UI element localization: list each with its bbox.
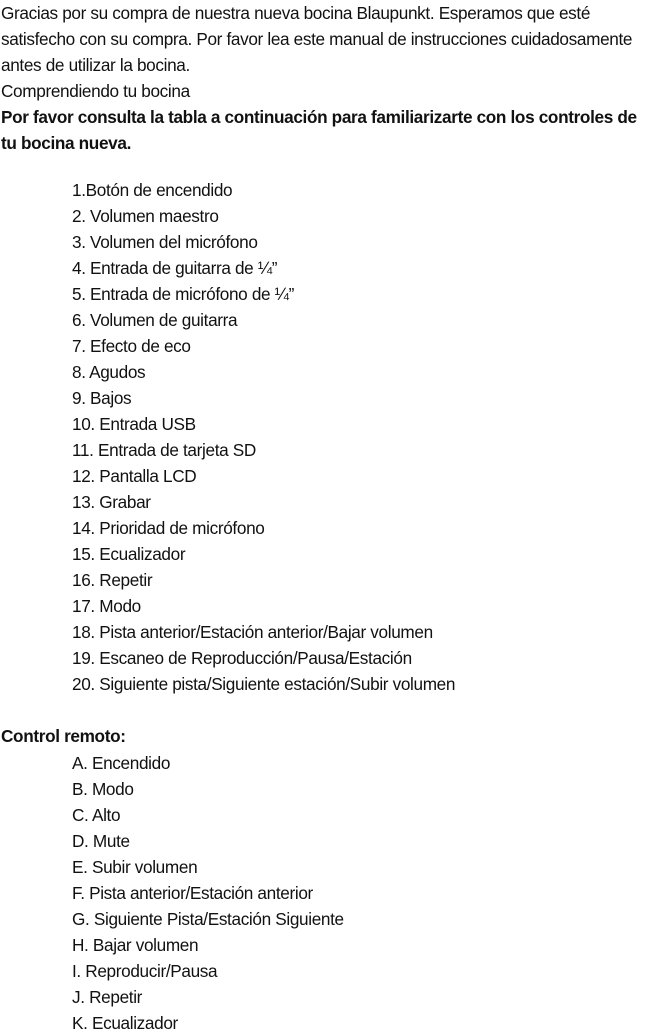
list-item: F. Pista anterior/Estación anterior [72,883,313,903]
remote-controls-list [72,750,344,1036]
list-item: 13. Grabar [72,492,151,512]
intro-paragraph: Gracias por su compra de nuestra nueva bocina Blaupunkt. Esperamos que esté satisfecho con su compra. Por favor lea este manual de instrucciones cuidadosamente antes de utilizar la bocina. [1,3,633,75]
list-item: K. Ecualizador [72,1013,178,1033]
list-item: 5. Entrada de micrófono de ¼” [72,284,295,304]
instruction-text: Por favor consulta la tabla a continuación para familiarizarte con los controles de tu bocina nueva. [1,107,637,153]
list-item: I. Reproducir/Pausa [72,961,218,981]
list-item: C. Alto [72,805,121,825]
list-item: 17. Modo [72,596,141,616]
list-item: 10. Entrada USB [72,414,196,434]
intro-section [1,0,647,156]
list-item: 18. Pista anterior/Estación anterior/Bajar volumen [72,622,433,642]
list-item: D. Mute [72,831,130,851]
list-item: J. Repetir [72,987,143,1007]
section-title: Comprendiendo tu bocina [1,81,190,101]
speaker-controls-list [72,177,455,697]
list-item: 6. Volumen de guitarra [72,310,238,330]
list-item: 12. Pantalla LCD [72,466,197,486]
list-item: 2. Volumen maestro [72,206,219,226]
list-item: 19. Escaneo de Reproducción/Pausa/Estación [72,648,412,668]
list-item: G. Siguiente Pista/Estación Siguiente [72,909,344,929]
list-item: 7. Efecto de eco [72,336,191,356]
list-item: 3. Volumen del micrófono [72,232,258,252]
list-item: 9. Bajos [72,388,132,408]
list-item: 14. Prioridad de micrófono [72,518,265,538]
remote-control-heading: Control remoto: [1,726,126,746]
list-item: E. Subir volumen [72,857,198,877]
list-item: 11. Entrada de tarjeta SD [72,440,256,460]
list-item: 15. Ecualizador [72,544,186,564]
list-item: 1.Botón de encendido [72,180,233,200]
list-item: 20. Siguiente pista/Siguiente estación/Subir volumen [72,674,456,694]
list-item: A. Encendido [72,753,171,773]
list-item: B. Modo [72,779,134,799]
list-item: 16. Repetir [72,570,153,590]
list-item: H. Bajar volumen [72,935,199,955]
list-item: 4. Entrada de guitarra de ¼” [72,258,278,278]
list-item: 8. Agudos [72,362,146,382]
